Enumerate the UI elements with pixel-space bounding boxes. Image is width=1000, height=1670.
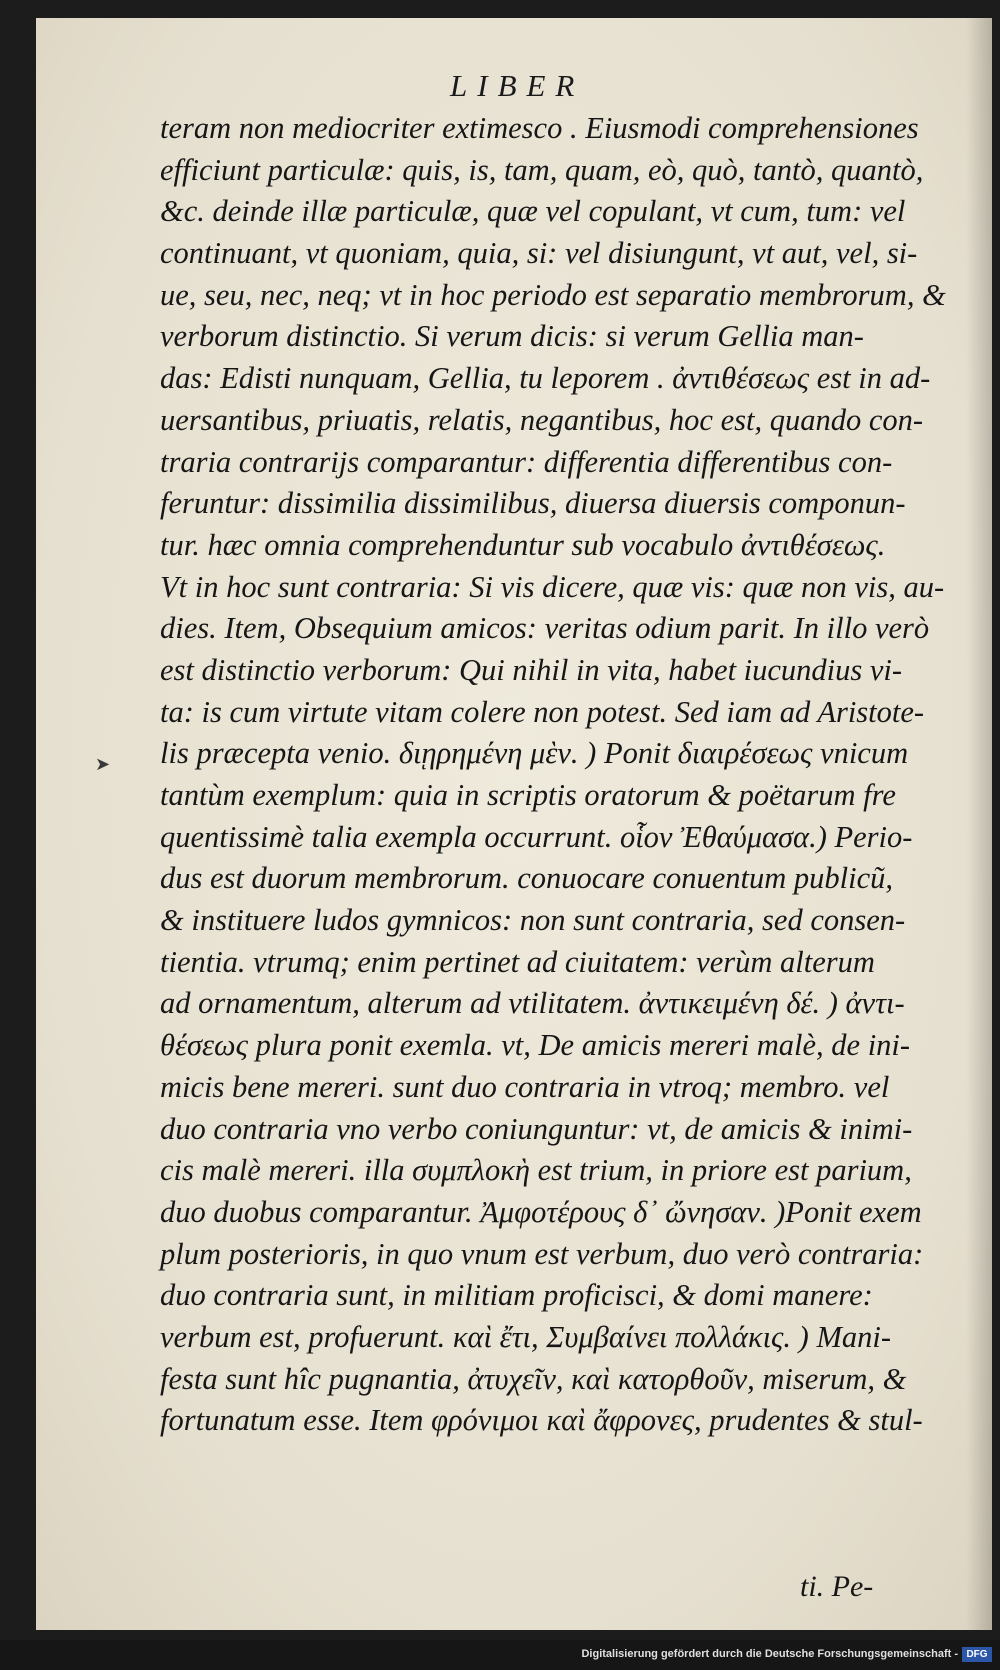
text-line: ue, seu, nec, neq; vt in hoc periodo est separatio membrorum, &	[160, 277, 946, 312]
text-line: tientia. vtrumq; enim pertinet ad ciuitatem: verùm alterum	[160, 944, 875, 979]
text-line: dies. Item, Obsequium amicos: veritas odium parit. In illo verò	[160, 611, 930, 646]
text-line: lis præcepta venio. διῃρημένη μὲν. ) Ponit διαιρέσεως vnicum	[160, 736, 909, 771]
text-line: dus est duorum membrorum. conuocare conuentum publicũ,	[160, 861, 894, 896]
text-line: continuant, vt quoniam, quia, si: vel disiungunt, vt aut, vel, si-	[160, 236, 918, 271]
text-line: traria contrarijs comparantur: differentia differentibus con-	[160, 444, 893, 479]
text-line: teram non mediocriter extimesco . Eiusmodi comprehensiones	[160, 111, 919, 145]
text-line: &c. deinde illæ particulæ, quæ vel copulant, vt cum, tum: vel	[160, 194, 906, 229]
text-line: das: Edisti nunquam, Gellia, tu leporem . ἀντιθέσεως est in ad-	[160, 361, 931, 396]
text-block	[160, 108, 960, 1442]
text-line: verborum distinctio. Si verum dicis: si verum Gellia man-	[160, 319, 864, 354]
text-line: plum posterioris, in quo vnum est verbum, duo verò contraria:	[160, 1236, 924, 1271]
text-line: micis bene mereri. sunt duo contraria in vtroq; membro. vel	[160, 1069, 890, 1104]
text-line: festa sunt hîc pugnantia, ἀτυχεῖν, καὶ κατορθοῦν, miserum, &	[160, 1361, 907, 1396]
footer-credit: Digitalisierung gefördert durch die Deutsche Forschungsgemeinschaft -	[581, 1648, 958, 1660]
text-line: verbum est, profuerunt. καὶ ἔτι, Συμβαίνει πολλάκις. ) Mani-	[160, 1319, 892, 1354]
text-line: duo contraria vno verbo coniunguntur: vt, de amicis & inimi-	[160, 1111, 913, 1146]
margin-mark-icon: ➤	[95, 754, 111, 774]
text-line: duo contraria sunt, in militiam proficisci, & domi manere:	[160, 1278, 873, 1313]
text-line: est distinctio verborum: Qui nihil in vita, habet iucundius vi-	[160, 652, 903, 687]
text-line: tantùm exemplum: quia in scriptis oratorum & poëtarum fre	[160, 778, 896, 812]
text-line: uersantibus, priuatis, relatis, negantibus, hoc est, quando con-	[160, 402, 924, 437]
catchword: ti. Pe-	[800, 1570, 874, 1603]
dfg-logo-icon: DFG	[962, 1647, 992, 1662]
text-line: quentissimè talia exempla occurrunt. οἷον Ἐθαύμασα.) Perio-	[160, 819, 913, 854]
text-line: fortunatum esse. Item φρόνιμοι καὶ ἄφρονες, prudentes & stul-	[160, 1403, 923, 1438]
text-line: ad ornamentum, alterum ad vtilitatem. ἀντικειμένη δέ. ) ἀντι-	[160, 986, 905, 1021]
text-line: efficiunt particulæ: quis, is, tam, quam, eò, quò, tantò, quantò,	[160, 152, 924, 187]
text-line: duo duobus comparantur. Ἀμφοτέρους δ᾽ ὤνησαν. )Ponit exem	[160, 1194, 922, 1229]
text-line: Vt in hoc sunt contraria: Si vis dicere, quæ vis: quæ non vis, au-	[160, 569, 945, 604]
gutter-shadow	[966, 18, 992, 1630]
running-head: LIBER	[450, 68, 585, 103]
text-line: tur. hæc omnia comprehenduntur sub vocabulo ἀντιθέσεως.	[160, 527, 886, 562]
text-line: θέσεως plura ponit exemla. vt, De amicis mereri malè, de ini-	[160, 1028, 911, 1063]
text-line: feruntur: dissimilia dissimilibus, diuersa diuersis componun-	[160, 486, 906, 521]
text-line: & instituere ludos gymnicos: non sunt contraria, sed consen-	[160, 903, 906, 938]
text-line: ta: is cum virtute vitam colere non potest. Sed iam ad Aristote-	[160, 694, 925, 729]
text-line: cis malè mereri. illa συμπλοκὴ est trium, in priore est parium,	[160, 1153, 912, 1188]
